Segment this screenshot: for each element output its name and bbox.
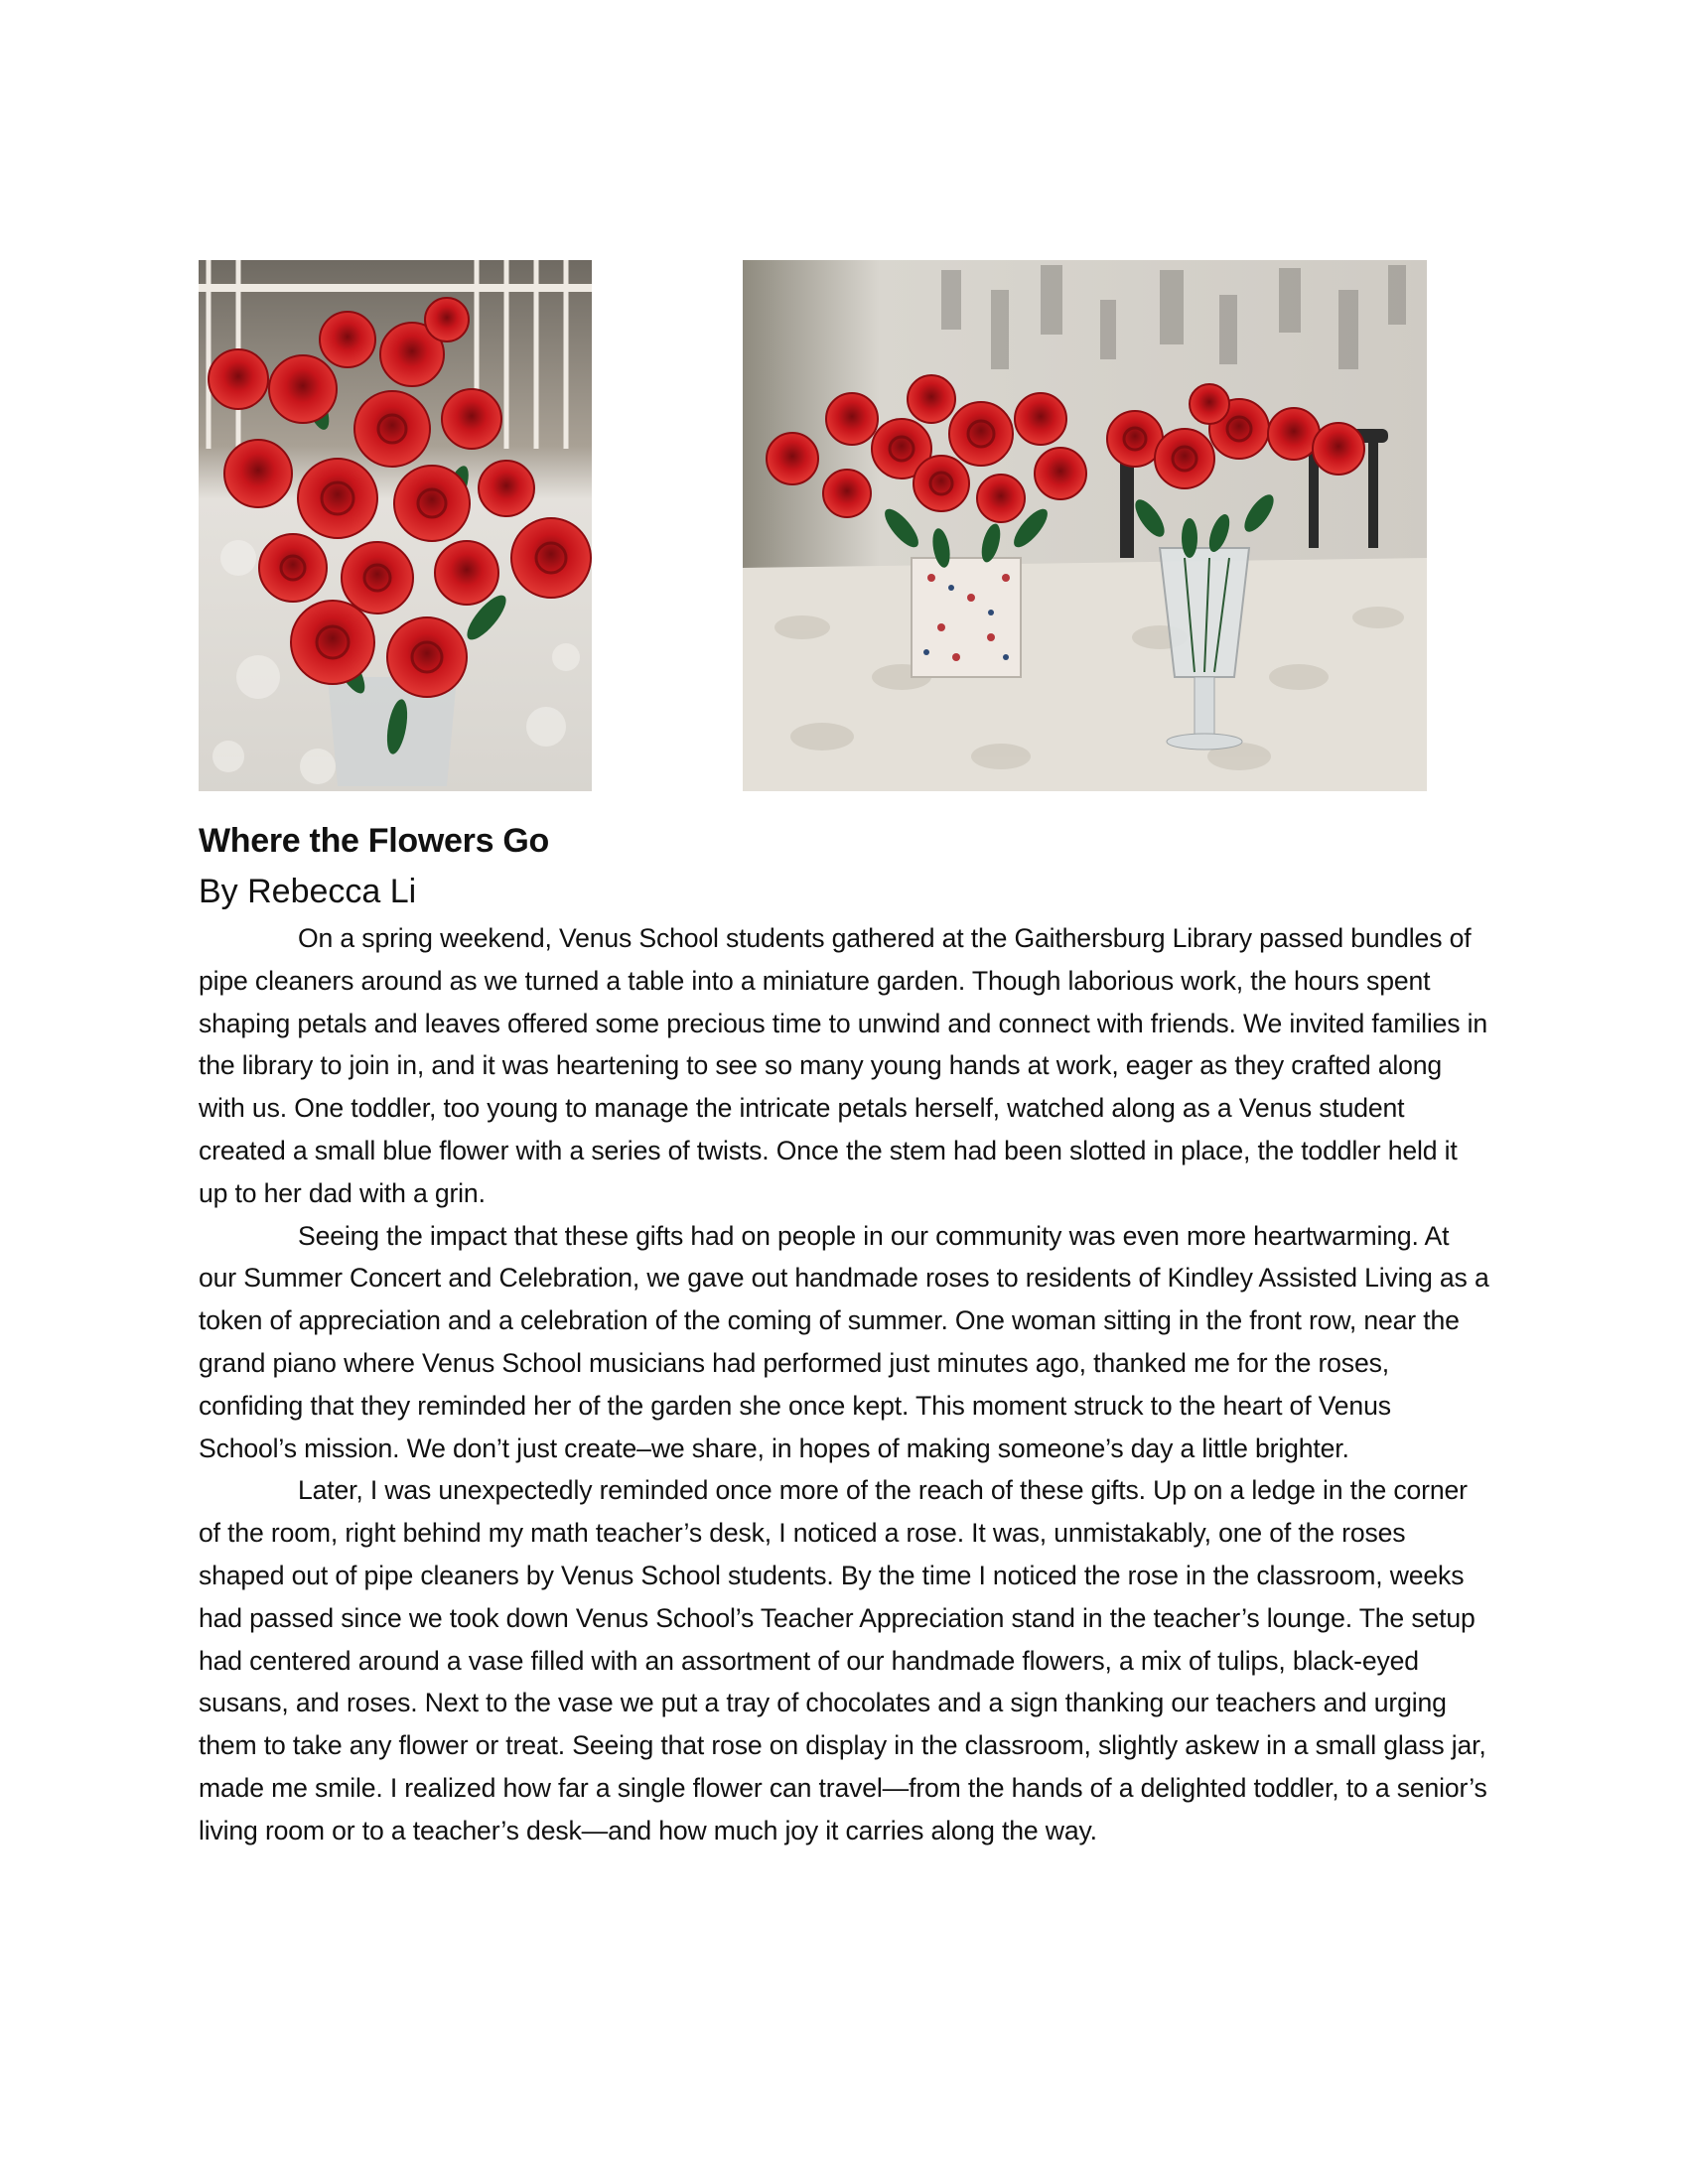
rose-vases-photo (743, 260, 1427, 791)
article-title: Where the Flowers Go (199, 822, 549, 860)
paragraph-3: Later, I was unexpectedly reminded once more of the reach of these gifts. Up on a ledge in the corner of the room, right behind my math teacher’s desk, I noticed a rose. It was, unmistakably, one of the roses shaped out of pipe cleaners by Venus School students. By the time I noticed the rose in the classroom, weeks had passed since we took down Venus School’s Teacher Appreciation stand in the teacher’s lounge. The setup had centered around a vase filled with an assortment of our handmade flowers, a mix of tulips, black-eyed susans, and roses. Next to the vase we put a tray of chocolates and a sign thanking our teachers and urging them to take any flower or treat. Seeing that rose on display in the classroom, slightly askew in a small glass jar, made me smile. I realized how far a single flower can travel—from the hands of a delighted toddler, to a senior’s living room or to a teacher’s desk—and how much joy it carries along the way. (199, 1475, 1487, 1845)
rose-vases-image (743, 260, 1427, 791)
rose-bouquet-photo (199, 260, 592, 791)
article-byline: By Rebecca Li (199, 873, 417, 910)
paragraph-1: On a spring weekend, Venus School students gathered at the Gaithersburg Library passed bundles of pipe cleaners around as we turned a table into a miniature garden. Though laborious work, the hours spent shaping petals and leaves offered some precious time to unwind and connect with friends. We invited families in the library to join in, and it was heartening to see so many young hands at work, eager as they crafted along with us. One toddler, too young to manage the intricate petals herself, watched along as a Venus student created a small blue flower with a series of twists. Once the stem had been slotted in place, the toddler held it up to her dad with a grin. (199, 923, 1488, 1208)
article (199, 816, 1489, 1852)
paragraph-2: Seeing the impact that these gifts had on people in our community was even more heartwarming. At our Summer Concert and Celebration, we gave out handmade roses to residents of Kindley Assisted Living as a token of appreciation and a celebration of the coming of summer. One woman sitting in the front row, near the grand piano where Venus School musicians had performed just minutes ago, thanked me for the roses, confiding that they reminded her of the garden she once kept. This moment struck to the heart of Venus School’s mission. We don’t just create–we share, in hopes of making someone’s day a little brighter. (199, 1220, 1489, 1463)
rose-bouquet-image (199, 260, 592, 791)
